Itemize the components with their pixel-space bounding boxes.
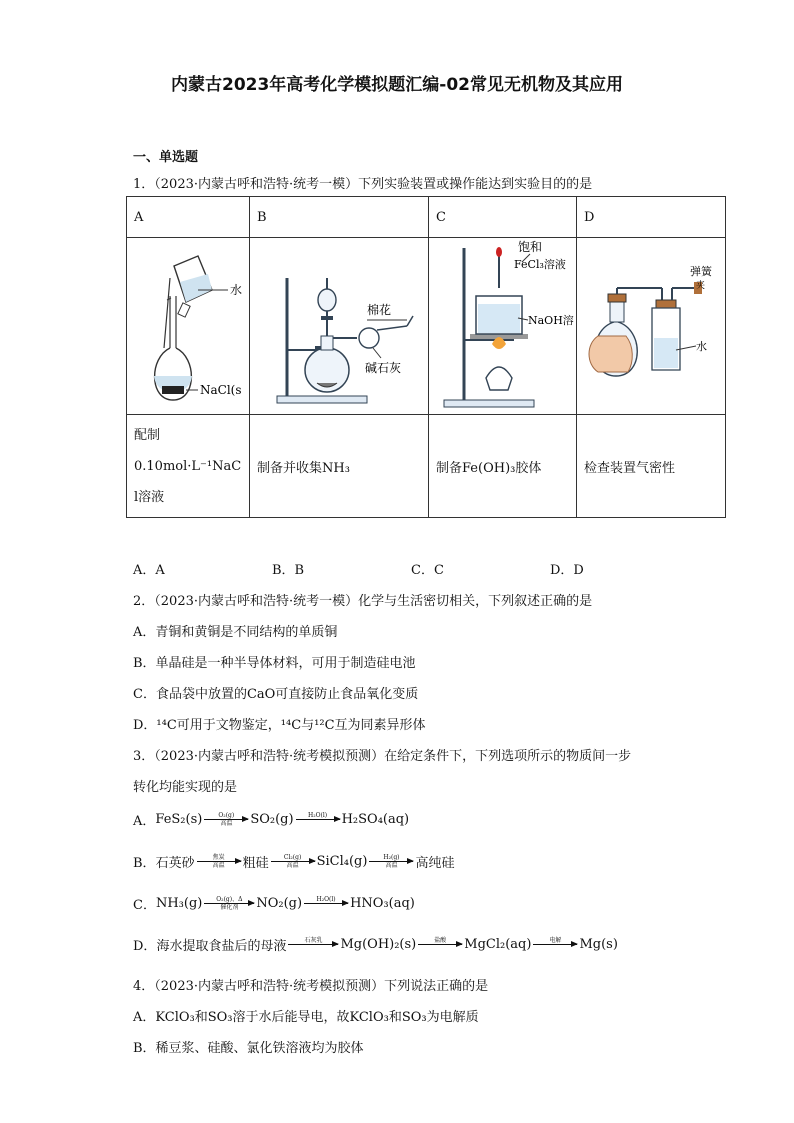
label-cotton: 棉花 [367,303,392,317]
q1-option-a[interactable]: A．A [133,563,165,578]
reaction-arrow [304,896,348,911]
species: Mg(s) [579,937,618,952]
arrow-condition-top: H₂O(l) [307,812,328,819]
reaction-arrow [288,937,338,952]
option-label: C． [133,898,156,913]
diagram-b-cell [250,238,429,415]
arrow-condition-bottom: 高温 [220,820,233,827]
diagram-c-cell [429,238,577,415]
reaction-arrow [197,854,241,869]
header-d: D [577,197,726,238]
option-label: B． [133,856,156,871]
species: SO₂(g) [250,812,294,827]
caption-d: 检查装置气密性 [577,415,726,518]
label-water: 水 [230,283,243,297]
caption-a-line1: 配制 [134,427,161,443]
volumetric-flask-diagram [134,238,242,414]
arrow-condition-top: H₂O(l) [316,896,336,903]
reaction-arrow [369,854,413,869]
label-nacl: NaCl(s [200,383,242,397]
reaction-arrow [204,896,254,911]
reaction-arrow [204,812,248,827]
q3-stem-line2: 转化均能实现的是 [133,780,238,795]
arrow-condition-top: 电解 [549,937,562,944]
species: H₂SO₄(aq) [341,812,410,827]
label-water-d: 水 [696,340,707,353]
q1-option-d[interactable]: D．D [550,563,584,578]
species: 高纯硅 [415,856,455,871]
q1-option-b[interactable]: B．B [272,563,305,578]
header-c: C [429,197,577,238]
q3-stem-line1: 3．（2023·内蒙古呼和浩特·统考模拟预测）在给定条件下，下列选项所示的物质间一步 [133,749,632,764]
arrow-condition-top: O₂(g) [218,812,235,819]
arrow-condition-top: O₂(g)、Δ [216,896,243,903]
header-a: A [127,197,250,238]
airtightness-check-diagram [584,238,718,414]
species: 海水提取食盐后的母液 [156,939,287,954]
reaction-arrow [296,812,340,827]
header-b: B [250,197,429,238]
q4-option-a[interactable]: A．KClO₃和SO₃溶于水后能导电，故KClO₃和SO₃为电解质 [133,1010,479,1025]
species: HNO₃(aq) [350,896,415,911]
caption-c: 制备Fe(OH)₃胶体 [429,415,577,518]
reaction-arrow [533,937,577,952]
species: Mg(OH)₂(s) [340,937,417,952]
q1-stem: 1．（2023·内蒙古呼和浩特·统考一模）下列实验装置或操作能达到实验目的的是 [133,177,593,192]
q3-option-d[interactable] [133,935,618,954]
label-fecl3: FeCl₃溶液 [514,258,566,271]
colloid-apparatus-diagram [436,238,574,414]
species: 石英砂 [155,856,195,871]
diagram-a-cell [127,238,250,415]
q2-option-d[interactable]: D．¹⁴C可用于文物鉴定，¹⁴C与¹²C互为同素异形体 [133,718,426,733]
arrow-condition-bottom: 催化剂 [220,904,239,911]
q2-option-a[interactable]: A．青铜和黄铜是不同结构的单质铜 [133,625,338,640]
arrow-condition-top: 石灰乳 [304,937,323,944]
diagram-d-cell [577,238,726,415]
arrow-condition-bottom: 高温 [212,862,225,869]
q2-stem: 2．（2023·内蒙古呼和浩特·统考一模）化学与生活密切相关，下列叙述正确的是 [133,594,593,609]
caption-b: 制备并收集NH₃ [250,415,429,518]
arrow-condition-top: 盐酸 [434,937,447,944]
q3-option-b[interactable] [133,852,454,871]
option-label: A． [133,814,156,829]
caption-a-line2: 0.10mol·L⁻¹NaC [134,458,242,474]
arrow-condition-bottom: 高温 [286,862,299,869]
q1-table [126,196,726,518]
species: NH₃(g) [155,896,203,911]
caption-a [127,415,250,518]
label-soda-lime: 碱石灰 [365,361,402,375]
ammonia-apparatus-diagram [257,238,421,414]
caption-a-line3: l溶液 [134,489,165,505]
label-saturated: 饱和 [518,240,543,254]
section-heading: 一、单选题 [133,150,199,165]
arrow-condition-top: H₂(g) [383,854,400,861]
reaction-arrow [418,937,462,952]
arrow-condition-top: 焦炭 [212,854,225,861]
q3-option-a[interactable] [133,810,409,829]
species: FeS₂(s) [155,812,203,827]
q1-option-c[interactable]: C．C [411,563,444,578]
page-title: 内蒙古2023年高考化学模拟题汇编-02常见无机物及其应用 [170,75,624,95]
species: SiCl₄(g) [316,854,368,869]
q1-options [133,559,693,578]
species: NO₂(g) [256,896,303,911]
label-clip: 夹 [696,281,706,291]
q2-option-b[interactable]: B．单晶硅是一种半导体材料，可用于制造硅电池 [133,656,416,671]
q4-option-b[interactable]: B．稀豆浆、硅酸、氯化铁溶液均为胶体 [133,1041,364,1056]
q2-option-c[interactable]: C．食品袋中放置的CaO可直接防止食品氧化变质 [133,687,419,702]
species: MgCl₂(aq) [464,937,532,952]
label-spring: 弹簧 [690,265,712,278]
arrow-condition-top: Cl₂(g) [283,854,302,861]
species: 粗硅 [242,856,269,871]
q4-stem: 4．（2023·内蒙古呼和浩特·统考模拟预测）下列说法正确的是 [133,979,489,994]
option-label: D． [133,939,157,954]
arrow-condition-bottom: 高温 [385,862,398,869]
reaction-arrow [271,854,315,869]
q3-option-c[interactable] [133,894,415,913]
label-naoh: NaOH溶 [528,314,574,327]
